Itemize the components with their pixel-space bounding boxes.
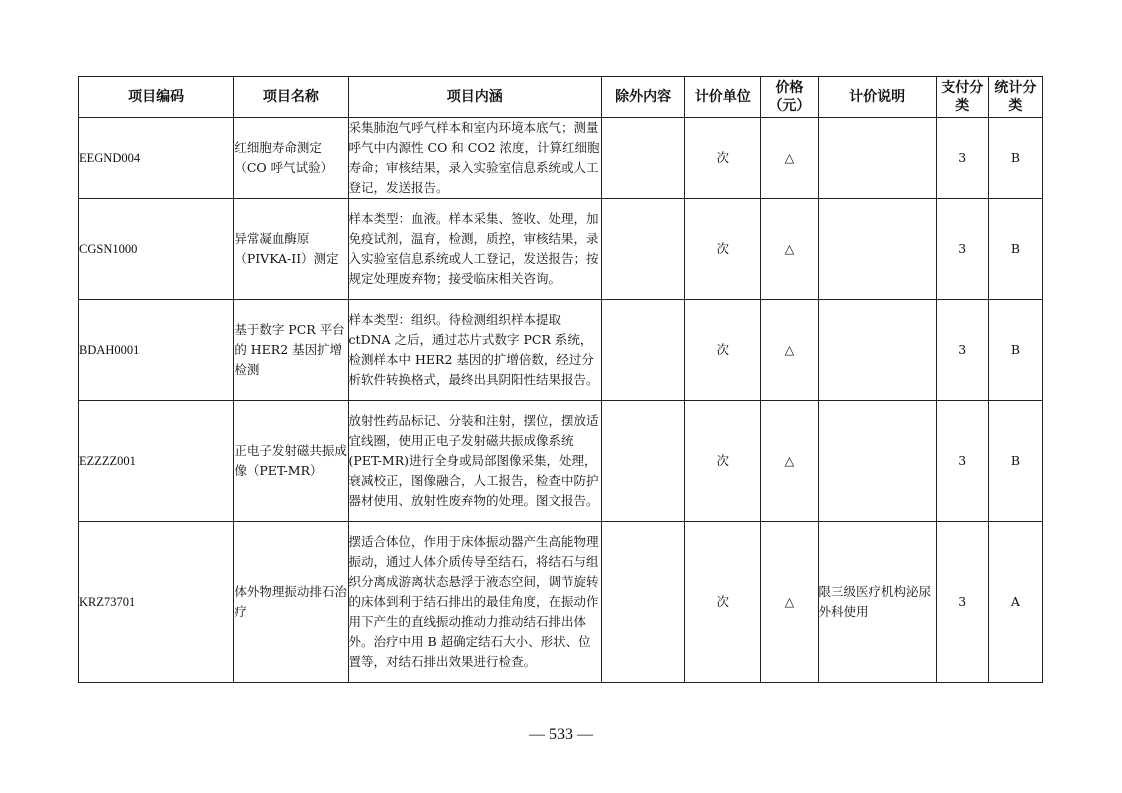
item-price: △ <box>761 118 818 199</box>
item-pricing-note <box>818 300 936 401</box>
col-header-content: 项目内涵 <box>348 77 602 118</box>
item-payment-class: 3 <box>936 300 988 401</box>
item-price: △ <box>761 522 818 683</box>
table-row <box>79 401 1043 522</box>
item-unit: 次 <box>685 199 761 300</box>
item-stat-class: B <box>988 300 1042 401</box>
table-row <box>79 199 1043 300</box>
page-number: — 533 — <box>529 726 593 743</box>
item-code: KRZ73701 <box>79 522 234 683</box>
fee-table <box>78 76 1043 683</box>
item-payment-class: 3 <box>936 199 988 300</box>
col-header-unit: 计价单位 <box>685 77 761 118</box>
item-excluded <box>602 522 685 683</box>
item-unit: 次 <box>685 300 761 401</box>
item-pricing-note: 限三级医疗机构泌尿外科使用 <box>818 522 936 683</box>
item-code: CGSN1000 <box>79 199 234 300</box>
table-row <box>79 522 1043 683</box>
col-header-excluded: 除外内容 <box>602 77 685 118</box>
item-price: △ <box>761 300 818 401</box>
item-payment-class: 3 <box>936 118 988 199</box>
item-excluded <box>602 199 685 300</box>
item-stat-class: B <box>988 199 1042 300</box>
item-unit: 次 <box>685 522 761 683</box>
item-stat-class: A <box>988 522 1042 683</box>
item-pricing-note <box>818 199 936 300</box>
item-payment-class: 3 <box>936 401 988 522</box>
item-name: 正电子发射磁共振成像（PET-MR） <box>234 401 348 522</box>
item-content: 样本类型：血液。样本采集、签收、处理，加免疫试剂，温育，检测，质控，审核结果，录入实验室信息系统或人工登记，发送报告；按规定处理废弃物；接受临床相关咨询。 <box>348 199 602 300</box>
col-header-stat-class: 统计分类 <box>988 77 1042 118</box>
item-code: BDAH0001 <box>79 300 234 401</box>
item-content: 放射性药品标记、分装和注射，摆位，摆放适宜线圈，使用正电子发射磁共振成像系统(PET-MR)进行全身或局部图像采集，处理，衰减校正，图像融合，人工报告，检查中防护器材使用、放射性废弃物的处理。图文报告。 <box>348 401 602 522</box>
item-stat-class: B <box>988 401 1042 522</box>
item-content: 摆适合体位，作用于床体振动器产生高能物理振动，通过人体介质传导至结石，将结石与组织分离成游离状态悬浮于液态空间，调节旋转的床体到利于结石排出的最佳角度，在振动作用下产生的直线振动推动力推动结石排出体外。治疗中用 B 超确定结石大小、形状、位置等，对结石排出效果进行检查。 <box>348 522 602 683</box>
item-pricing-note <box>818 401 936 522</box>
col-header-code: 项目编码 <box>79 77 234 118</box>
item-code: EEGND004 <box>79 118 234 199</box>
col-header-price: 价格（元） <box>761 77 818 118</box>
table-row <box>79 300 1043 401</box>
item-content: 采集肺泡气呼气样本和室内环境本底气；测量呼气中内源性 CO 和 CO2 浓度，计算红细胞寿命；审核结果，录入实验室信息系统或人工登记，发送报告。 <box>348 118 602 199</box>
item-stat-class: B <box>988 118 1042 199</box>
item-content: 样本类型：组织。待检测组织样本提取 ctDNA 之后，通过芯片式数字 PCR 系统，检测样本中 HER2 基因的扩增倍数，经过分析软件转换格式，最终出具阴阳性结果报告。 <box>348 300 602 401</box>
item-excluded <box>602 300 685 401</box>
item-name: 异常凝血酶原（PIVKA-II）测定 <box>234 199 348 300</box>
item-excluded <box>602 118 685 199</box>
col-header-pricing-note: 计价说明 <box>818 77 936 118</box>
item-name: 红细胞寿命测定（CO 呼气试验） <box>234 118 348 199</box>
col-header-payment-class: 支付分类 <box>936 77 988 118</box>
item-price: △ <box>761 199 818 300</box>
item-name: 体外物理振动排石治疗 <box>234 522 348 683</box>
header-row <box>79 77 1043 118</box>
item-unit: 次 <box>685 118 761 199</box>
item-name: 基于数字 PCR 平台的 HER2 基因扩增检测 <box>234 300 348 401</box>
item-unit: 次 <box>685 401 761 522</box>
item-excluded <box>602 401 685 522</box>
item-pricing-note <box>818 118 936 199</box>
item-code: EZZZZ001 <box>79 401 234 522</box>
item-payment-class: 3 <box>936 522 988 683</box>
item-price: △ <box>761 401 818 522</box>
col-header-name: 项目名称 <box>234 77 348 118</box>
table-row <box>79 118 1043 199</box>
